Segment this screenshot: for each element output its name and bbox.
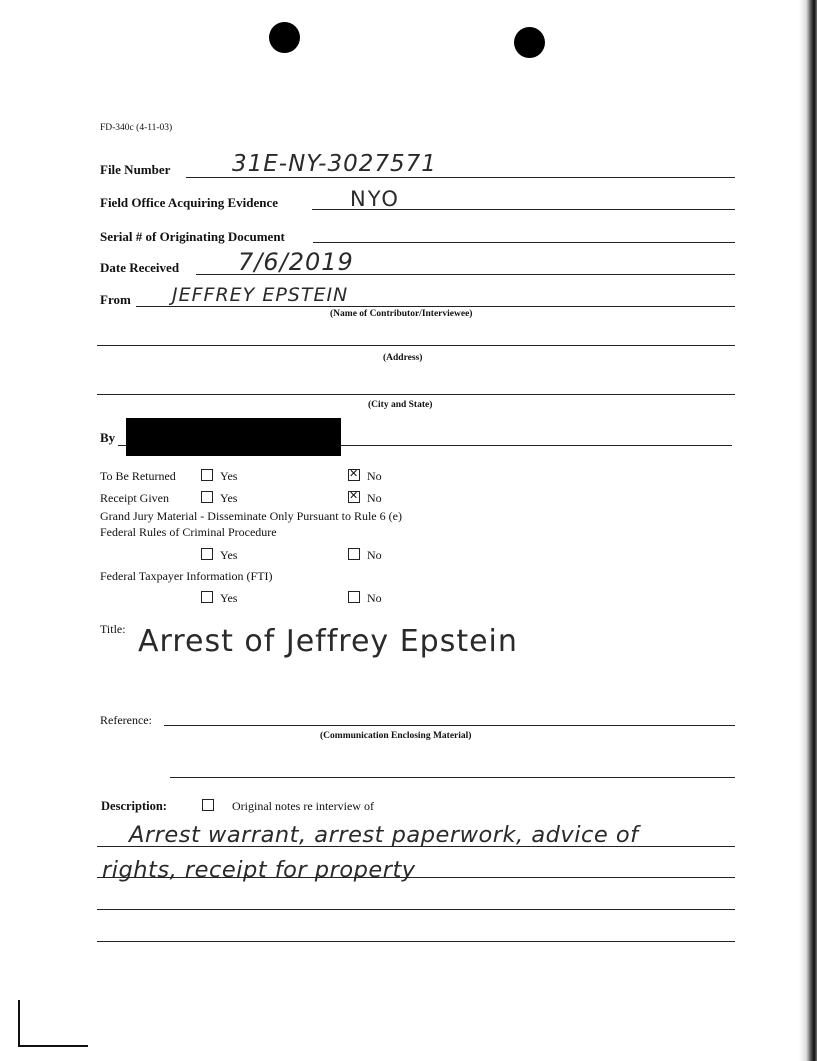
page-corner-mark	[18, 1045, 88, 1050]
description-line1[interactable]: Arrest warrant, arrest paperwork, advice of	[129, 822, 639, 848]
receipt-given-label: Receipt Given	[100, 491, 169, 505]
receipt-given-no[interactable]	[348, 491, 382, 506]
to-be-returned-yes-label: Yes	[220, 469, 238, 483]
fti-yes-checkbox[interactable]	[201, 591, 213, 603]
description-rule-3	[97, 909, 735, 910]
grand-jury-no-checkbox[interactable]	[348, 548, 360, 560]
receipt-given-yes[interactable]	[201, 491, 237, 506]
grand-jury-no[interactable]	[348, 548, 382, 563]
city-state-line	[97, 394, 735, 395]
file-number-label: File Number	[100, 162, 171, 177]
receipt-given-no-checkbox[interactable]	[348, 491, 360, 503]
title-value[interactable]: Arrest of Jeffrey Epstein	[138, 624, 518, 659]
to-be-returned-yes[interactable]	[201, 469, 237, 484]
address-caption: (Address)	[383, 353, 423, 363]
receipt-given-no-label: No	[367, 491, 382, 505]
title-label: Title:	[100, 622, 126, 636]
by-label: By	[100, 430, 116, 445]
serial-line	[313, 242, 735, 243]
punch-hole-left	[269, 22, 300, 53]
description-rule-2	[97, 877, 735, 878]
fti-no-checkbox[interactable]	[348, 591, 360, 603]
from-line	[136, 306, 735, 307]
form-number: FD-340c (4-11-03)	[100, 123, 173, 133]
reference-label: Reference:	[100, 713, 152, 727]
grand-jury-label-line1: Grand Jury Material - Disseminate Only Pursuant to Rule 6 (e)	[100, 509, 402, 523]
grand-jury-label-line2: Federal Rules of Criminal Procedure	[100, 525, 277, 539]
original-notes-label: Original notes re interview of	[232, 799, 374, 813]
description-rule-4	[97, 941, 735, 942]
reference-caption: (Communication Enclosing Material)	[320, 731, 472, 741]
description-label: Description:	[101, 799, 167, 813]
date-received-label: Date Received	[100, 260, 180, 275]
from-value[interactable]: JEFFREY EPSTEIN	[172, 284, 349, 306]
serial-label: Serial # of Originating Document	[100, 229, 285, 244]
address-line	[97, 345, 735, 346]
to-be-returned-label: To Be Returned	[100, 469, 176, 483]
from-label: From	[100, 292, 131, 307]
grand-jury-yes-checkbox[interactable]	[201, 548, 213, 560]
description-rule-1	[97, 846, 735, 847]
redaction-box	[126, 418, 341, 456]
original-notes-option[interactable]	[202, 799, 374, 814]
city-state-caption: (City and State)	[368, 400, 433, 410]
to-be-returned-no-checkbox[interactable]	[348, 469, 360, 481]
page-corner-mark-vertical	[18, 1000, 20, 1047]
reference-line	[164, 725, 735, 726]
grand-jury-no-label: No	[367, 548, 382, 562]
description-line2[interactable]: rights, receipt for property	[102, 857, 416, 883]
grand-jury-yes[interactable]	[201, 548, 237, 563]
to-be-returned-no[interactable]	[348, 469, 382, 484]
field-office-label: Field Office Acquiring Evidence	[100, 195, 279, 210]
fti-yes-label: Yes	[220, 591, 238, 605]
field-office-value[interactable]: NYO	[350, 187, 400, 211]
fti-yes[interactable]	[201, 591, 237, 606]
to-be-returned-no-label: No	[367, 469, 382, 483]
file-number-line	[186, 177, 735, 178]
punch-hole-right	[514, 27, 545, 58]
file-number-value[interactable]: 31E-NY-3027571	[232, 151, 437, 177]
reference-line-2	[170, 777, 735, 778]
scan-edge-shadow	[799, 0, 817, 1061]
from-caption: (Name of Contributor/Interviewee)	[330, 309, 473, 319]
original-notes-checkbox[interactable]	[202, 799, 214, 811]
fti-no-label: No	[367, 591, 382, 605]
to-be-returned-yes-checkbox[interactable]	[201, 469, 213, 481]
date-received-value[interactable]: 7/6/2019	[238, 248, 354, 276]
fti-label: Federal Taxpayer Information (FTI)	[100, 569, 273, 583]
receipt-given-yes-label: Yes	[220, 491, 238, 505]
grand-jury-yes-label: Yes	[220, 548, 238, 562]
receipt-given-yes-checkbox[interactable]	[201, 491, 213, 503]
fti-no[interactable]	[348, 591, 382, 606]
